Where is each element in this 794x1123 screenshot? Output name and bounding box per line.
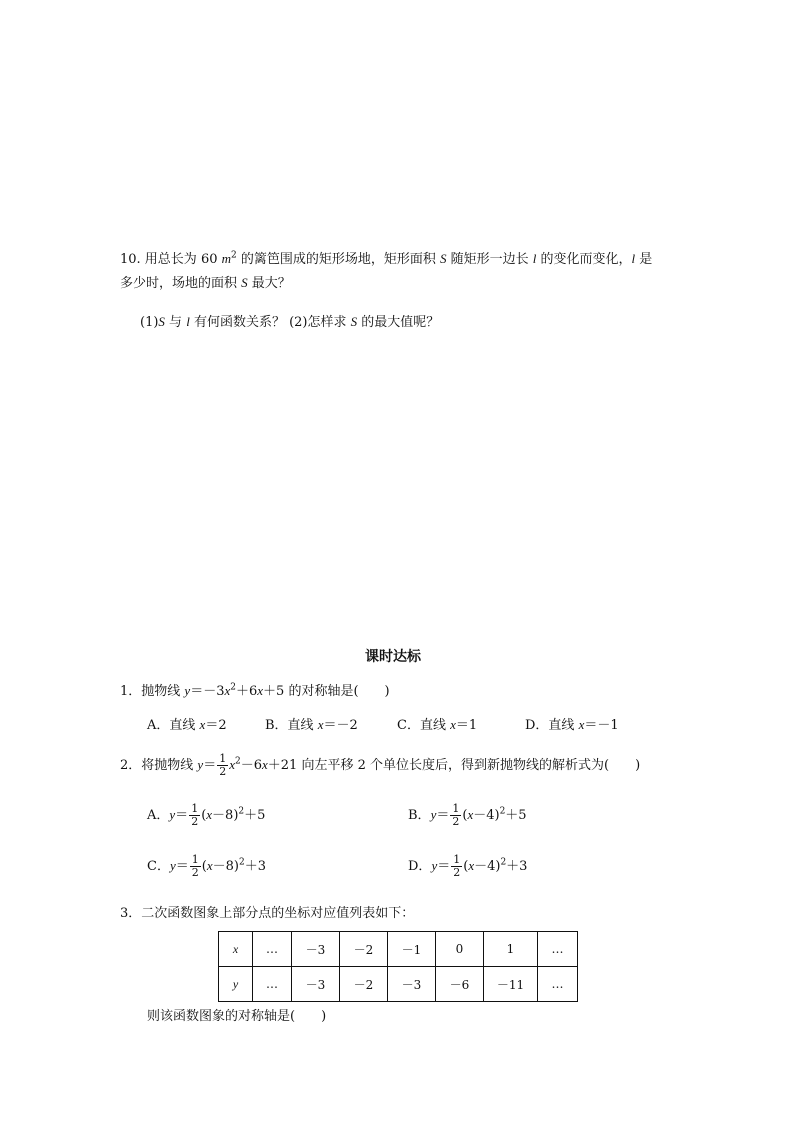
option-label: D． bbox=[408, 859, 432, 874]
option-text: ＋5 bbox=[244, 808, 266, 823]
table-cell: －3 bbox=[292, 967, 340, 1002]
option-text: －8) bbox=[212, 808, 239, 823]
fraction bbox=[190, 854, 201, 879]
q2-option-b[interactable]: B．y＝ $\frac{1}{2}$ $(x-4)^2+5$ bbox=[408, 802, 527, 828]
q1-option-a[interactable] bbox=[147, 714, 227, 733]
q1-option-d[interactable] bbox=[525, 714, 619, 733]
fraction bbox=[450, 803, 461, 828]
var-x: x bbox=[199, 717, 206, 732]
q2-option-c[interactable]: C．y＝ $\frac{1}{2}$ $(x-8)^2+3$ bbox=[147, 853, 266, 879]
table-cell: －2 bbox=[340, 932, 388, 967]
table-cell: －2 bbox=[340, 967, 388, 1002]
option-label: D．直线 bbox=[525, 718, 579, 733]
option-label: B．直线 bbox=[265, 718, 318, 733]
fraction bbox=[217, 753, 228, 778]
option-text: ＋3 bbox=[506, 859, 528, 874]
q2-option-a[interactable]: A．y＝ $\frac{1}{2}$ $(x-8)^2+5$ bbox=[147, 802, 266, 828]
problem-10-text: 的变化而变化， bbox=[536, 252, 632, 267]
option-text: ＝ bbox=[175, 859, 189, 874]
fraction-denominator: 2 bbox=[452, 815, 460, 828]
option-text: ＝ bbox=[437, 859, 451, 874]
q2-text: 2．将抛物线 bbox=[120, 758, 198, 773]
var-x: x bbox=[578, 717, 585, 732]
var-s: S bbox=[241, 275, 248, 290]
hint-text: 的最大值呢？ bbox=[357, 315, 440, 330]
q2-stem: 2．将抛物线 y＝ $\frac{1}{2}$ $x^2-6x+21$ 向左平移 2 个单位长度后，得到新抛物线的解析式为( ) bbox=[120, 752, 641, 778]
problem-10-text: 10. 用总长为 60 bbox=[120, 252, 222, 267]
option-value: ＝－2 bbox=[323, 718, 358, 733]
var-y: y bbox=[430, 807, 437, 822]
var-l: l bbox=[532, 251, 537, 266]
problem-10-line-1: 10. 用总长为 60 $m^2$ 的篱笆围成的矩形场地，矩形面积 S 随矩形一边长 l 的变化而变化，l 是 bbox=[120, 250, 653, 267]
var-x: x bbox=[467, 807, 474, 822]
table-cell: y bbox=[219, 967, 253, 1002]
unit-m: m bbox=[221, 251, 232, 266]
fraction-numerator: 1 bbox=[452, 802, 460, 815]
problem-10-text: 的篱笆围成的矩形场地，矩形面积 bbox=[236, 252, 441, 267]
var-y: y bbox=[431, 858, 438, 873]
table-cell: … bbox=[538, 932, 578, 967]
problem-10-line-2 bbox=[120, 272, 291, 291]
var-y: y bbox=[184, 683, 191, 698]
hint-text: (1) bbox=[140, 315, 159, 330]
var-l: l bbox=[186, 314, 190, 329]
fraction-denominator: 2 bbox=[191, 866, 199, 879]
option-label: A． bbox=[147, 808, 170, 823]
problem-10-text: 随矩形一边长 bbox=[446, 252, 533, 267]
table-cell: … bbox=[253, 967, 292, 1002]
var-x: x bbox=[257, 683, 264, 698]
table-cell: －3 bbox=[388, 967, 436, 1002]
table-cell: －11 bbox=[484, 967, 538, 1002]
option-label: A．直线 bbox=[147, 718, 200, 733]
var-x: x bbox=[224, 683, 231, 698]
var-y: y bbox=[197, 757, 204, 772]
q1-option-b[interactable] bbox=[265, 714, 358, 733]
var-y: y bbox=[169, 807, 176, 822]
option-text: ＝ bbox=[175, 808, 189, 823]
fraction-denominator: 2 bbox=[219, 765, 227, 778]
table-cell: … bbox=[253, 932, 292, 967]
option-text: ＋5 bbox=[505, 808, 527, 823]
table-cell: … bbox=[538, 967, 578, 1002]
q1-text: ＋5 的对称轴是( ) bbox=[263, 684, 390, 699]
var-x: x bbox=[229, 757, 235, 772]
fraction-numerator: 1 bbox=[191, 853, 199, 866]
q1-option-c[interactable] bbox=[397, 714, 477, 733]
table-row-y bbox=[219, 967, 578, 1002]
q2-option-d[interactable]: D．y＝ $\frac{1}{2}$ $(x-4)^2+3$ bbox=[408, 853, 528, 879]
var-s: S bbox=[158, 314, 165, 329]
q2-text: －6 bbox=[240, 758, 262, 773]
problem-10-text: 是 bbox=[635, 252, 653, 267]
option-text: ＝ bbox=[436, 808, 450, 823]
table-cell: －3 bbox=[292, 932, 340, 967]
option-text: －4) bbox=[473, 808, 500, 823]
table-cell: 0 bbox=[436, 932, 484, 967]
table-cell: －6 bbox=[436, 967, 484, 1002]
q1-text: ＋6 bbox=[235, 684, 258, 699]
q3-question: 则该函数图象的对称轴是( ) bbox=[147, 1009, 327, 1024]
option-text: －4) bbox=[474, 859, 501, 874]
option-text: －8) bbox=[212, 859, 239, 874]
table-cell: x bbox=[219, 932, 253, 967]
fraction bbox=[451, 854, 462, 879]
option-value: ＝－1 bbox=[584, 718, 619, 733]
var-x: x bbox=[206, 858, 213, 873]
q2-text: ＝ bbox=[203, 758, 217, 773]
option-label: C． bbox=[147, 859, 170, 874]
table-cell: 1 bbox=[484, 932, 538, 967]
q1-text: 1．抛物线 bbox=[120, 684, 185, 699]
values-table bbox=[218, 931, 578, 1002]
hint-text: 与 bbox=[164, 315, 187, 330]
option-value: ＝1 bbox=[455, 718, 478, 733]
fraction-denominator: 2 bbox=[191, 815, 199, 828]
option-value: ＝2 bbox=[205, 718, 227, 733]
var-x: x bbox=[450, 717, 456, 732]
section-title: 课时达标 bbox=[365, 649, 421, 665]
var-x: x bbox=[262, 757, 268, 772]
problem-10-hint bbox=[140, 311, 439, 330]
q1-text: ＝－3 bbox=[190, 684, 225, 699]
var-l: l bbox=[631, 251, 636, 266]
problem-10-text: 最大？ bbox=[247, 276, 291, 291]
fraction-numerator: 1 bbox=[453, 853, 461, 866]
var-x: x bbox=[468, 858, 475, 873]
fraction-numerator: 1 bbox=[219, 752, 227, 765]
var-s: S bbox=[350, 314, 358, 329]
option-label: B． bbox=[408, 808, 431, 823]
fraction-numerator: 1 bbox=[191, 802, 199, 815]
q2-text: ＋21 向左平移 2 个单位长度后，得到新抛物线的解析式为( ) bbox=[267, 758, 641, 773]
table-row-x bbox=[219, 932, 578, 967]
var-y: y bbox=[169, 858, 176, 873]
fraction-denominator: 2 bbox=[453, 866, 461, 879]
var-x: x bbox=[206, 807, 213, 822]
var-x: x bbox=[317, 717, 324, 732]
q3-stem: 3．二次函数图象上部分点的坐标对应值列表如下： bbox=[120, 906, 415, 921]
hint-text: 有何函数关系？ (2)怎样求 bbox=[189, 315, 351, 330]
var-s: S bbox=[440, 251, 447, 266]
option-label: C．直线 bbox=[397, 718, 451, 733]
option-text: ＋3 bbox=[244, 859, 266, 874]
problem-10-text: 多少时，场地的面积 bbox=[120, 276, 242, 291]
fraction bbox=[189, 803, 200, 828]
q1-stem: 1．抛物线 $y=-3x^2+6x+5$ 的对称轴是( ) bbox=[120, 682, 390, 699]
table-cell: －1 bbox=[388, 932, 436, 967]
